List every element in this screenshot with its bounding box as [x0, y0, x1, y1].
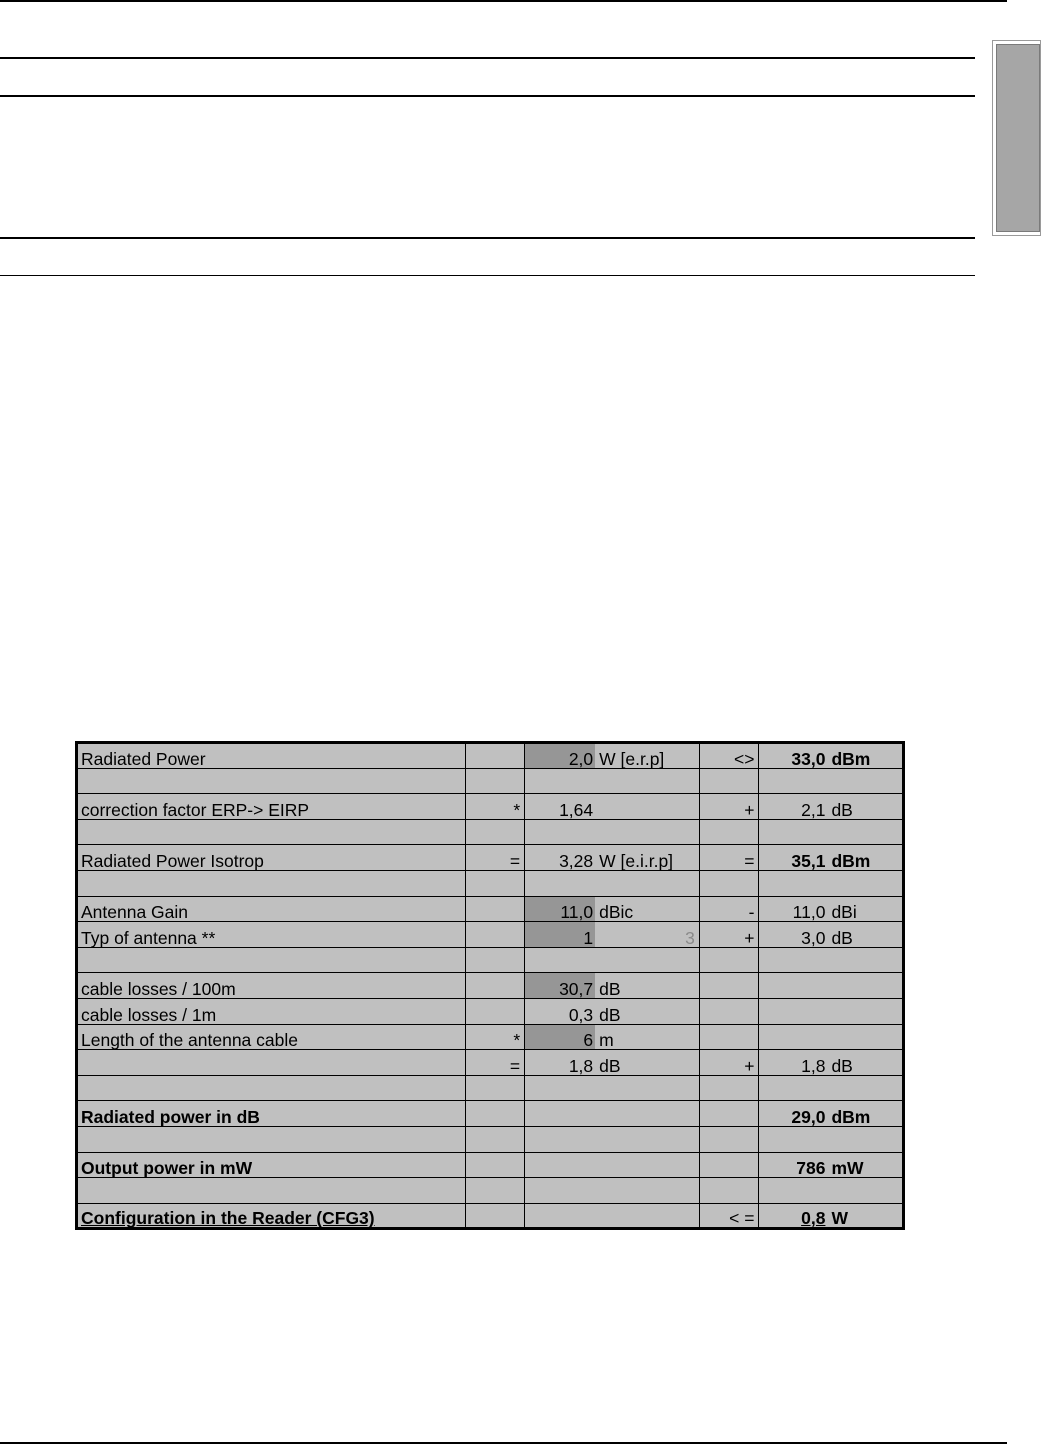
value-wrap: [525, 1204, 699, 1228]
result-wrap: [759, 871, 902, 896]
value-cell: [525, 1101, 700, 1127]
header-rule-1: [0, 57, 975, 59]
table-row: [77, 922, 904, 948]
value-number: 6: [525, 1025, 595, 1050]
header-rule-3: [0, 237, 975, 239]
result-wrap: [759, 922, 902, 947]
operator-cell: [465, 1178, 524, 1204]
table-row: [77, 1126, 904, 1152]
result-cell: [759, 1152, 904, 1178]
value-unit: dB: [599, 978, 621, 999]
table-row: [77, 973, 904, 999]
result-wrap: [759, 1025, 902, 1050]
operator-cell: [699, 1126, 759, 1152]
result-cell: [759, 1075, 904, 1101]
operator-cell: +: [699, 794, 759, 820]
operator-cell: <>: [699, 743, 759, 769]
value-wrap: [525, 999, 699, 1024]
value-number: 1: [525, 922, 595, 947]
value-number: [525, 1101, 595, 1126]
operator-cell: [699, 1024, 759, 1050]
result-cell: [759, 1050, 904, 1076]
value-number: 30,7: [525, 973, 595, 998]
table-row: [77, 1101, 904, 1127]
table-row: [77, 1152, 904, 1178]
result-wrap: [759, 1178, 902, 1203]
result-unit: dBm: [831, 748, 871, 769]
result-wrap: [759, 1127, 902, 1152]
table-row: [77, 819, 904, 845]
operator-cell: [699, 1075, 759, 1101]
result-wrap: [759, 999, 902, 1024]
value-unit: dB: [599, 1055, 621, 1076]
table-row: [77, 1075, 904, 1101]
value-cell: [525, 1178, 700, 1204]
operator-cell: [699, 1178, 759, 1204]
table-row: [77, 1024, 904, 1050]
value-wrap: [525, 871, 699, 896]
value-unit: dBic: [599, 902, 634, 923]
result-wrap: [759, 820, 902, 845]
operator-cell: =: [699, 845, 759, 871]
value-number: [525, 769, 595, 794]
operator-cell: < =: [699, 1203, 759, 1229]
result-cell: [759, 845, 904, 871]
value-extra: 3: [685, 927, 695, 948]
table-row: [77, 1178, 904, 1204]
operator-cell: [465, 819, 524, 845]
value-number: [525, 1153, 595, 1178]
row-label: Length of the antenna cable: [77, 1024, 466, 1050]
table-row: [77, 896, 904, 922]
result-cell: [759, 768, 904, 794]
value-wrap: [525, 1050, 699, 1075]
result-wrap: [759, 897, 902, 922]
result-number: 2,1: [801, 799, 826, 820]
chapter-side-tab-fill: [996, 44, 1040, 232]
row-label: Antenna Gain: [77, 896, 466, 922]
row-label: [77, 1050, 466, 1076]
result-wrap: [759, 769, 902, 794]
value-wrap: [525, 1127, 699, 1152]
value-cell: [525, 922, 700, 948]
result-number: 35,1: [791, 850, 826, 871]
value-wrap: [525, 769, 699, 794]
value-number: 0,3: [568, 1004, 594, 1025]
operator-cell: [465, 870, 524, 896]
operator-cell: [465, 896, 524, 922]
value-cell: [525, 1152, 700, 1178]
value-number: 11,0: [525, 897, 595, 922]
value-cell: [525, 973, 700, 999]
row-label: cable losses / 100m: [77, 973, 466, 999]
operator-cell: [465, 1075, 524, 1101]
result-wrap: [759, 794, 902, 819]
operator-cell: -: [699, 896, 759, 922]
value-number: 3,28: [559, 850, 594, 871]
row-label: [77, 1075, 466, 1101]
operator-cell: *: [465, 1024, 524, 1050]
value-cell: [525, 1126, 700, 1152]
value-wrap: [525, 744, 699, 768]
header-top-rule: [0, 0, 1007, 2]
value-unit: dB: [599, 1004, 621, 1025]
row-label: Radiated Power: [77, 743, 466, 769]
row-label: Radiated power in dB: [77, 1101, 466, 1127]
result-wrap: [759, 948, 902, 973]
operator-cell: [465, 1203, 524, 1229]
operator-cell: [699, 870, 759, 896]
value-wrap: [525, 1025, 699, 1050]
row-label: Typ of antenna **: [77, 922, 466, 948]
result-wrap: [759, 1050, 902, 1075]
row-label: [77, 870, 466, 896]
table-row: [77, 1050, 904, 1076]
value-number: [525, 1178, 595, 1203]
value-cell: [525, 794, 700, 820]
value-cell: [525, 1075, 700, 1101]
table-row: [77, 870, 904, 896]
result-cell: [759, 973, 904, 999]
operator-cell: [699, 973, 759, 999]
table-row: [77, 998, 904, 1024]
row-label: Output power in mW: [77, 1152, 466, 1178]
operator-cell: [699, 768, 759, 794]
value-cell: [525, 819, 700, 845]
result-number: 0,8: [801, 1208, 826, 1229]
operator-cell: +: [699, 1050, 759, 1076]
table-row: [77, 1203, 904, 1229]
result-cell: [759, 743, 904, 769]
row-label: cable losses / 1m: [77, 998, 466, 1024]
row-label: Radiated Power Isotrop: [77, 845, 466, 871]
operator-cell: +: [699, 922, 759, 948]
footer-rule: [0, 1442, 1007, 1444]
result-number: 11,0: [792, 902, 826, 923]
result-wrap: [759, 973, 902, 998]
result-unit: dB: [831, 1055, 853, 1076]
operator-cell: [699, 1152, 759, 1178]
value-wrap: [525, 1153, 699, 1178]
operator-cell: *: [465, 794, 524, 820]
value-wrap: [525, 1101, 699, 1126]
result-number: 1,8: [801, 1055, 826, 1076]
value-wrap: [525, 948, 699, 973]
value-number: [525, 1076, 595, 1101]
result-unit: mW: [831, 1158, 864, 1179]
operator-cell: [465, 973, 524, 999]
result-wrap: [759, 1101, 902, 1126]
result-cell: [759, 1126, 904, 1152]
result-number: 33,0: [791, 748, 826, 769]
value-number: [525, 871, 595, 896]
result-cell: [759, 1101, 904, 1127]
value-cell: [525, 998, 700, 1024]
result-number: 3,0: [801, 927, 826, 948]
result-cell: [759, 1024, 904, 1050]
value-number: 1,8: [568, 1055, 594, 1076]
header-rule-2: [0, 95, 975, 97]
operator-cell: [699, 819, 759, 845]
value-wrap: [525, 1178, 699, 1203]
value-number: 2,0: [525, 744, 595, 768]
value-number: [525, 1204, 595, 1228]
table-row: [77, 743, 904, 769]
result-cell: [759, 870, 904, 896]
table-row: [77, 768, 904, 794]
result-cell: [759, 819, 904, 845]
table-row: [77, 794, 904, 820]
row-label: [77, 819, 466, 845]
row-label: Configuration in the Reader (CFG3): [77, 1203, 466, 1229]
value-cell: [525, 768, 700, 794]
result-wrap: [759, 1076, 902, 1101]
operator-cell: [465, 1101, 524, 1127]
result-cell: [759, 1203, 904, 1229]
value-cell: [525, 1050, 700, 1076]
table-row: [77, 947, 904, 973]
operator-cell: [465, 768, 524, 794]
operator-cell: [699, 998, 759, 1024]
operator-cell: =: [465, 845, 524, 871]
result-wrap: [759, 1153, 902, 1178]
result-wrap: [759, 744, 902, 768]
operator-cell: [465, 1152, 524, 1178]
row-label: [77, 768, 466, 794]
result-cell: [759, 998, 904, 1024]
value-cell: [525, 896, 700, 922]
value-wrap: [525, 897, 699, 922]
result-unit: W: [831, 1208, 848, 1229]
value-wrap: [525, 922, 699, 947]
operator-cell: [465, 743, 524, 769]
operator-cell: [465, 998, 524, 1024]
operator-cell: [465, 922, 524, 948]
result-unit: dB: [831, 927, 853, 948]
result-number: 29,0: [791, 1106, 826, 1127]
operator-cell: =: [465, 1050, 524, 1076]
value-wrap: [525, 820, 699, 845]
result-number: 786: [796, 1158, 826, 1179]
value-number: [525, 948, 595, 973]
value-cell: [525, 1203, 700, 1229]
result-cell: [759, 794, 904, 820]
result-unit: dBi: [831, 902, 857, 923]
value-wrap: [525, 794, 699, 819]
value-number: [525, 820, 595, 845]
result-wrap: [759, 1204, 902, 1228]
value-unit: W [e.i.r.p]: [599, 850, 674, 871]
result-unit: dBm: [831, 850, 871, 871]
value-cell: [525, 845, 700, 871]
table-row: [77, 845, 904, 871]
operator-cell: [699, 947, 759, 973]
result-wrap: [759, 845, 902, 870]
header-rule-4: [0, 275, 975, 276]
value-unit: m: [599, 1030, 614, 1051]
value-number: 1,64: [559, 799, 594, 820]
result-cell: [759, 922, 904, 948]
value-wrap: [525, 1076, 699, 1101]
value-cell: [525, 1024, 700, 1050]
value-cell: [525, 870, 700, 896]
value-wrap: [525, 845, 699, 870]
row-label: [77, 1178, 466, 1204]
result-cell: [759, 1178, 904, 1204]
operator-cell: [465, 1126, 524, 1152]
value-number: [525, 1127, 595, 1152]
result-unit: dBm: [831, 1106, 871, 1127]
value-unit: W [e.r.p]: [599, 748, 665, 769]
result-cell: [759, 896, 904, 922]
operator-cell: [465, 947, 524, 973]
value-cell: [525, 947, 700, 973]
chapter-side-tab: [992, 40, 1041, 236]
row-label: correction factor ERP-> EIRP: [77, 794, 466, 820]
operator-cell: [699, 1101, 759, 1127]
row-label: [77, 947, 466, 973]
value-wrap: [525, 973, 699, 998]
result-cell: [759, 947, 904, 973]
row-label: [77, 1126, 466, 1152]
power-calculation-table: [75, 741, 905, 1230]
result-unit: dB: [831, 799, 853, 820]
value-cell: [525, 743, 700, 769]
